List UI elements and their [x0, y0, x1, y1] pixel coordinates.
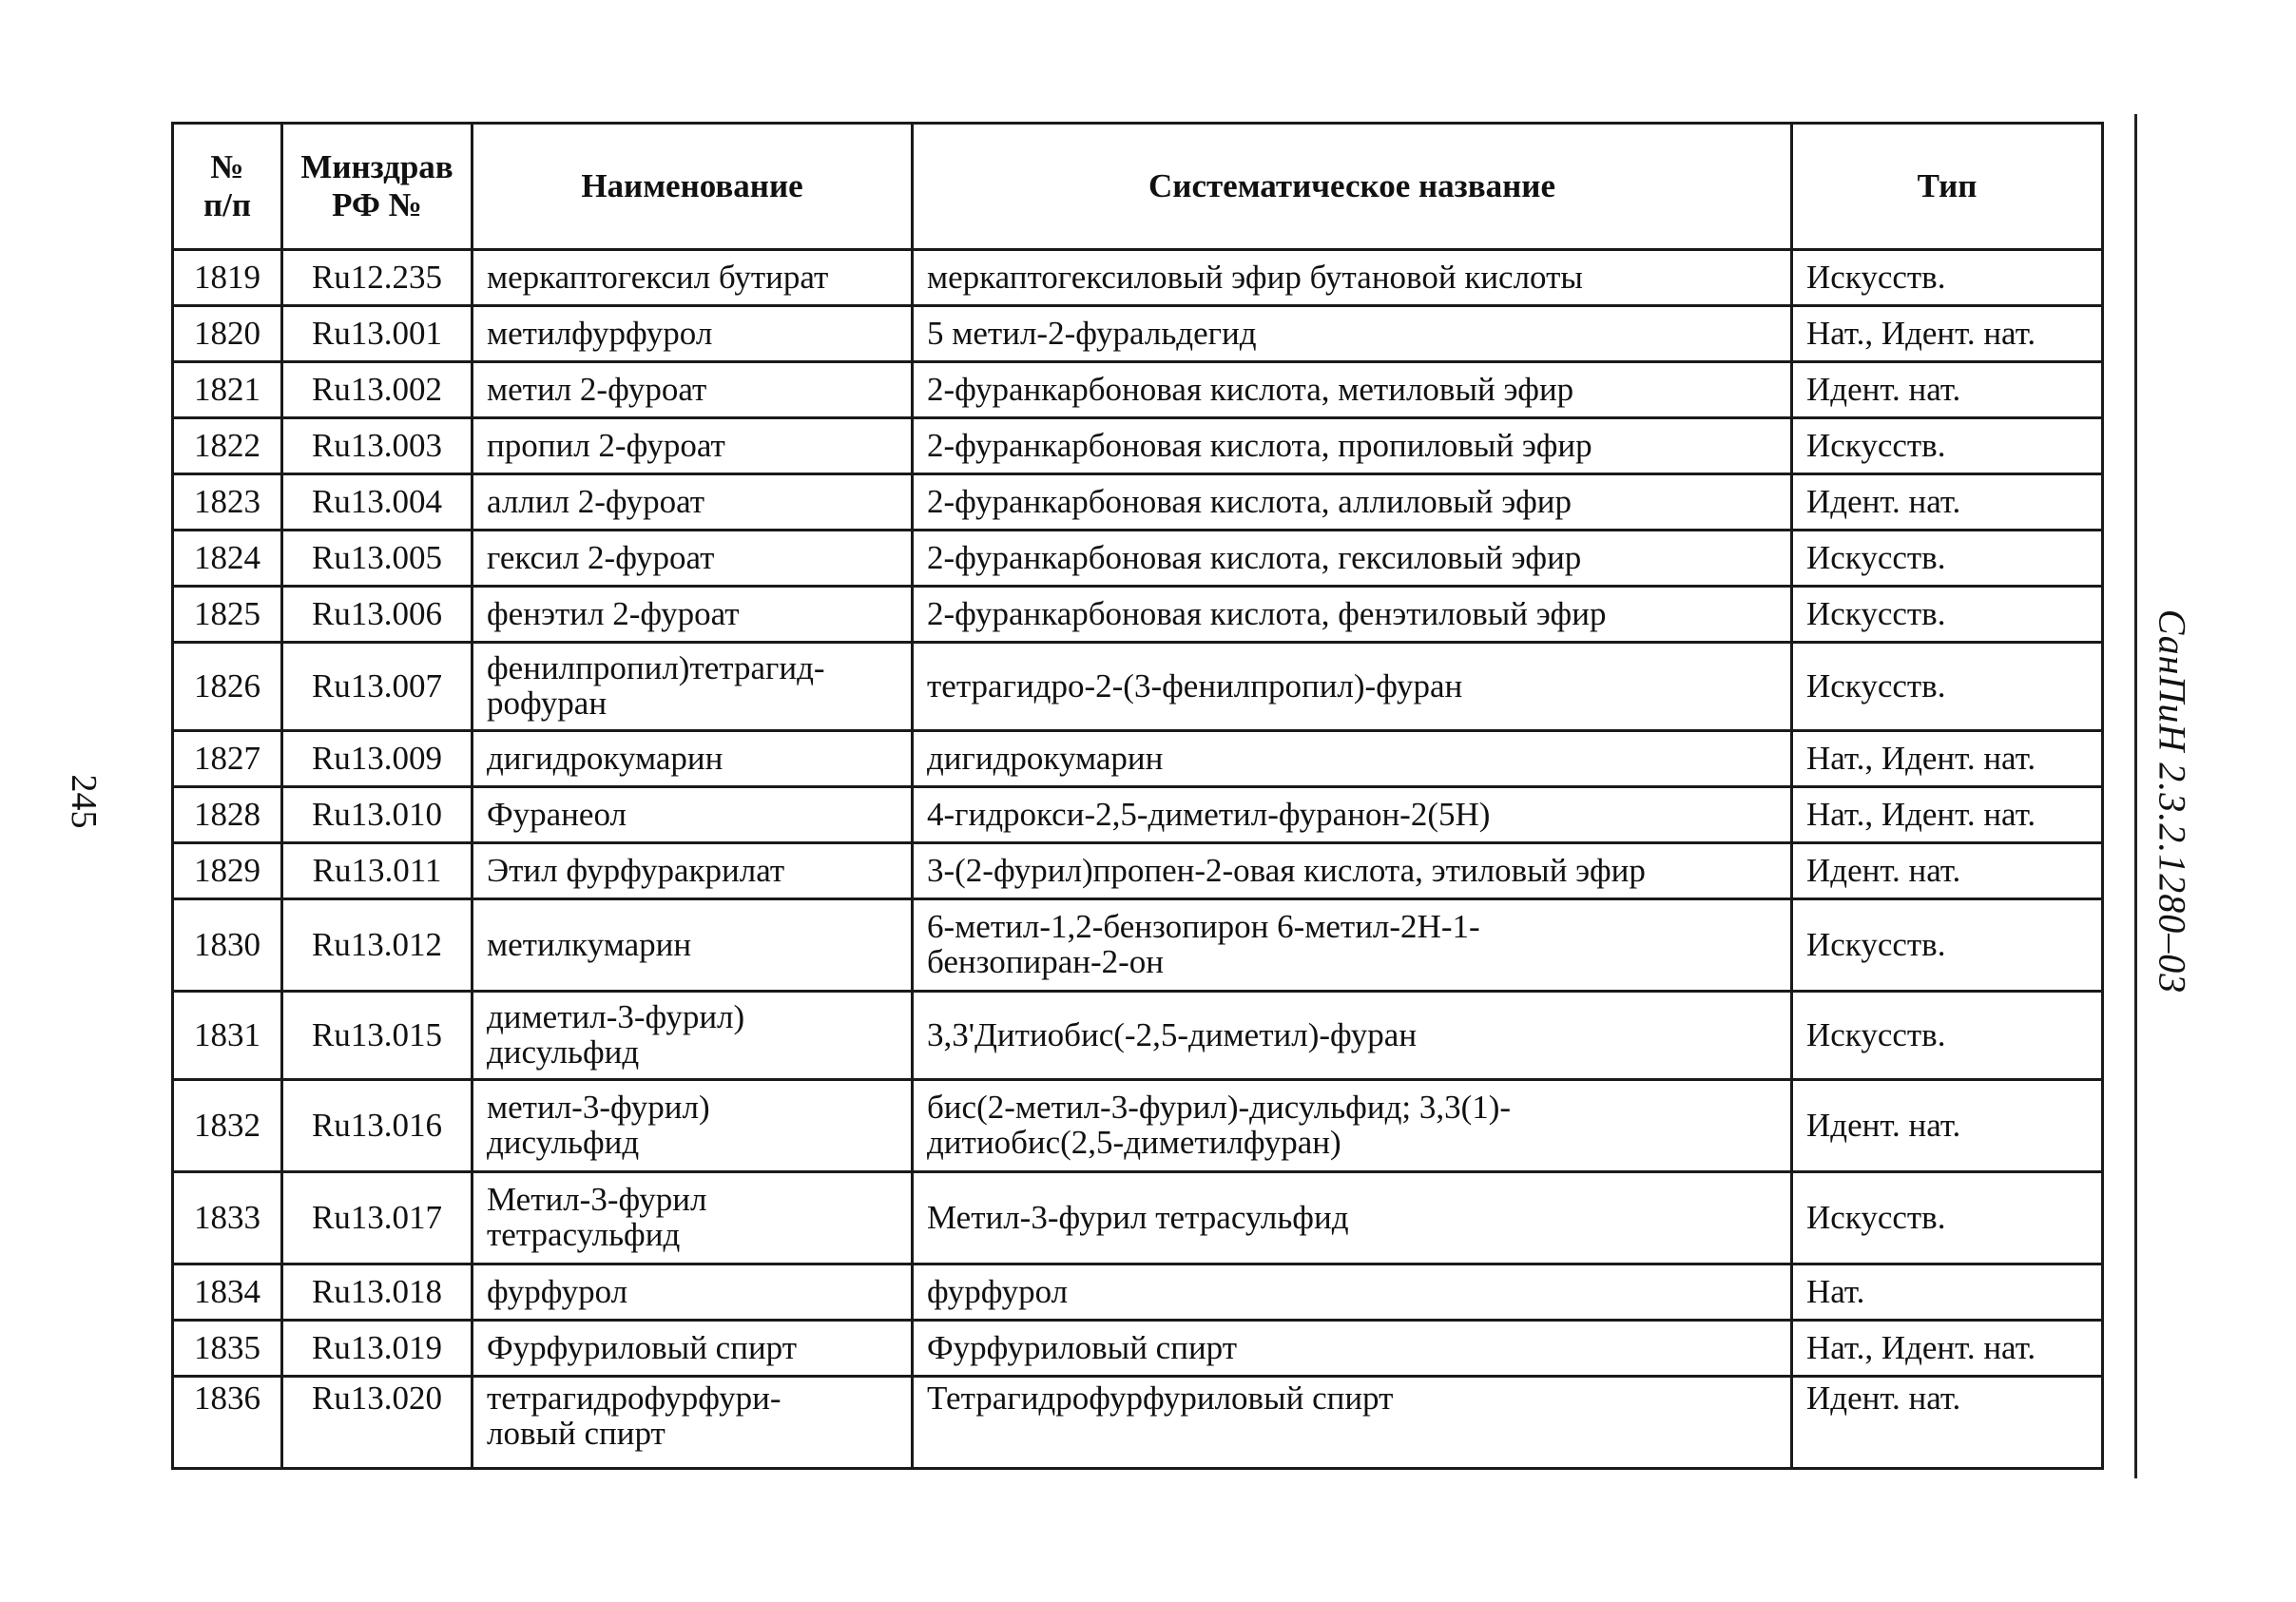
cell-systematic: тетрагидро-2-(3-фенилпропил)-фуран: [913, 643, 1792, 731]
cell-num: 1830: [173, 899, 282, 992]
cell-num: 1825: [173, 587, 282, 643]
cell-type: Идент. нат.: [1792, 1080, 2103, 1172]
cell-code: Ru13.011: [282, 843, 473, 899]
additives-table: [171, 122, 2104, 1470]
cell-code: Ru13.002: [282, 362, 473, 418]
cell-type: Искусств.: [1792, 899, 2103, 992]
cell-systematic: 2-фуранкарбоновая кислота, аллиловый эфир: [913, 474, 1792, 531]
header-type: Тип: [1792, 124, 2103, 250]
cell-code: Ru12.235: [282, 250, 473, 306]
table-row: [173, 899, 2103, 992]
cell-systematic: 2-фуранкарбоновая кислота, пропиловый эфир: [913, 418, 1792, 474]
cell-type: Идент. нат.: [1792, 1377, 2103, 1469]
cell-num: 1826: [173, 643, 282, 731]
cell-name: фурфурол: [473, 1264, 913, 1321]
cell-code: Ru13.017: [282, 1172, 473, 1264]
cell-type: Искусств.: [1792, 250, 2103, 306]
cell-name: фенилпропил)тетрагид- рофуран: [473, 643, 913, 731]
document-code: СанПиН 2.3.2.1280–03: [2151, 608, 2194, 994]
table-row: [173, 787, 2103, 843]
cell-code: Ru13.005: [282, 531, 473, 587]
cell-type: Искусств.: [1792, 587, 2103, 643]
cell-systematic: 4-гидрокси-2,5-диметил-фуранон-2(5Н): [913, 787, 1792, 843]
cell-systematic: Метил-3-фурил тетрасульфид: [913, 1172, 1792, 1264]
cell-systematic: Тетрагидрофурфуриловый спирт: [913, 1377, 1792, 1469]
cell-name: метил 2-фуроат: [473, 362, 913, 418]
table-row: [173, 843, 2103, 899]
cell-systematic: 2-фуранкарбоновая кислота, фенэтиловый эфир: [913, 587, 1792, 643]
table-row: [173, 531, 2103, 587]
cell-type: Идент. нат.: [1792, 843, 2103, 899]
cell-num: 1832: [173, 1080, 282, 1172]
cell-code: Ru13.001: [282, 306, 473, 362]
cell-num: 1824: [173, 531, 282, 587]
cell-num: 1828: [173, 787, 282, 843]
cell-code: Ru13.007: [282, 643, 473, 731]
cell-name: метил-3-фурил) дисульфид: [473, 1080, 913, 1172]
cell-type: Идент. нат.: [1792, 362, 2103, 418]
cell-name: Фуранеол: [473, 787, 913, 843]
header-code: Минздрав РФ №: [282, 124, 473, 250]
cell-num: 1835: [173, 1321, 282, 1377]
cell-code: Ru13.012: [282, 899, 473, 992]
cell-num: 1827: [173, 731, 282, 787]
table-row: [173, 587, 2103, 643]
cell-code: Ru13.019: [282, 1321, 473, 1377]
cell-systematic: 5 метил-2-фуральдегид: [913, 306, 1792, 362]
cell-type: Нат., Идент. нат.: [1792, 1321, 2103, 1377]
header-row: [173, 124, 2103, 250]
cell-code: Ru13.009: [282, 731, 473, 787]
cell-code: Ru13.006: [282, 587, 473, 643]
cell-name: тетрагидрофурфури- ловый спирт: [473, 1377, 913, 1469]
cell-type: Искусств.: [1792, 531, 2103, 587]
cell-name: аллил 2-фуроат: [473, 474, 913, 531]
header-name: Наименование: [473, 124, 913, 250]
cell-systematic: 3,3'Дитиобис(-2,5-диметил)-фуран: [913, 992, 1792, 1080]
table-row: [173, 306, 2103, 362]
cell-systematic: меркаптогексиловый эфир бутановой кислоты: [913, 250, 1792, 306]
cell-type: Искусств.: [1792, 643, 2103, 731]
cell-systematic: 2-фуранкарбоновая кислота, гексиловый эфир: [913, 531, 1792, 587]
cell-num: 1831: [173, 992, 282, 1080]
cell-type: Идент. нат.: [1792, 474, 2103, 531]
cell-systematic: Фурфуриловый спирт: [913, 1321, 1792, 1377]
table-row: [173, 418, 2103, 474]
cell-code: Ru13.018: [282, 1264, 473, 1321]
cell-systematic: 6-метил-1,2-бензопирон 6-метил-2Н-1- бензопиран-2-он: [913, 899, 1792, 992]
table-row: [173, 731, 2103, 787]
table-row: [173, 250, 2103, 306]
cell-name: дигидрокумарин: [473, 731, 913, 787]
table-row: [173, 643, 2103, 731]
table-row: [173, 362, 2103, 418]
cell-num: 1836: [173, 1377, 282, 1469]
table-row: [173, 1264, 2103, 1321]
table-row: [173, 1321, 2103, 1377]
table-row: [173, 474, 2103, 531]
cell-type: Искусств.: [1792, 418, 2103, 474]
cell-name: пропил 2-фуроат: [473, 418, 913, 474]
table-row: [173, 1172, 2103, 1264]
cell-num: 1823: [173, 474, 282, 531]
cell-code: Ru13.004: [282, 474, 473, 531]
cell-name: Этил фурфуракрилат: [473, 843, 913, 899]
header-num: № п/п: [173, 124, 282, 250]
cell-num: 1822: [173, 418, 282, 474]
cell-num: 1829: [173, 843, 282, 899]
cell-type: Нат.: [1792, 1264, 2103, 1321]
cell-name: меркаптогексил бутират: [473, 250, 913, 306]
cell-name: диметил-3-фурил) дисульфид: [473, 992, 913, 1080]
cell-type: Нат., Идент. нат.: [1792, 306, 2103, 362]
cell-name: метилфурфурол: [473, 306, 913, 362]
cell-code: Ru13.015: [282, 992, 473, 1080]
cell-name: Метил-3-фурил тетрасульфид: [473, 1172, 913, 1264]
cell-systematic: дигидрокумарин: [913, 731, 1792, 787]
page-number: 245: [64, 774, 104, 829]
cell-systematic: фурфурол: [913, 1264, 1792, 1321]
cell-num: 1833: [173, 1172, 282, 1264]
cell-systematic: бис(2-метил-3-фурил)-дисульфид; 3,3(1)- дитиобис(2,5-диметилфуран): [913, 1080, 1792, 1172]
cell-num: 1820: [173, 306, 282, 362]
cell-name: метилкумарин: [473, 899, 913, 992]
cell-num: 1834: [173, 1264, 282, 1321]
cell-systematic: 2-фуранкарбоновая кислота, метиловый эфир: [913, 362, 1792, 418]
cell-type: Искусств.: [1792, 1172, 2103, 1264]
cell-code: Ru13.020: [282, 1377, 473, 1469]
header-systematic: Систематическое название: [913, 124, 1792, 250]
table-row: [173, 1377, 2103, 1469]
side-rule: [2134, 114, 2137, 1478]
cell-num: 1821: [173, 362, 282, 418]
cell-name: Фурфуриловый спирт: [473, 1321, 913, 1377]
cell-name: гексил 2-фуроат: [473, 531, 913, 587]
table-row: [173, 1080, 2103, 1172]
cell-num: 1819: [173, 250, 282, 306]
cell-code: Ru13.003: [282, 418, 473, 474]
cell-type: Нат., Идент. нат.: [1792, 731, 2103, 787]
cell-type: Нат., Идент. нат.: [1792, 787, 2103, 843]
table-row: [173, 992, 2103, 1080]
cell-code: Ru13.010: [282, 787, 473, 843]
cell-name: фенэтил 2-фуроат: [473, 587, 913, 643]
cell-systematic: 3-(2-фурил)пропен-2-овая кислота, этиловый эфир: [913, 843, 1792, 899]
cell-type: Искусств.: [1792, 992, 2103, 1080]
cell-code: Ru13.016: [282, 1080, 473, 1172]
